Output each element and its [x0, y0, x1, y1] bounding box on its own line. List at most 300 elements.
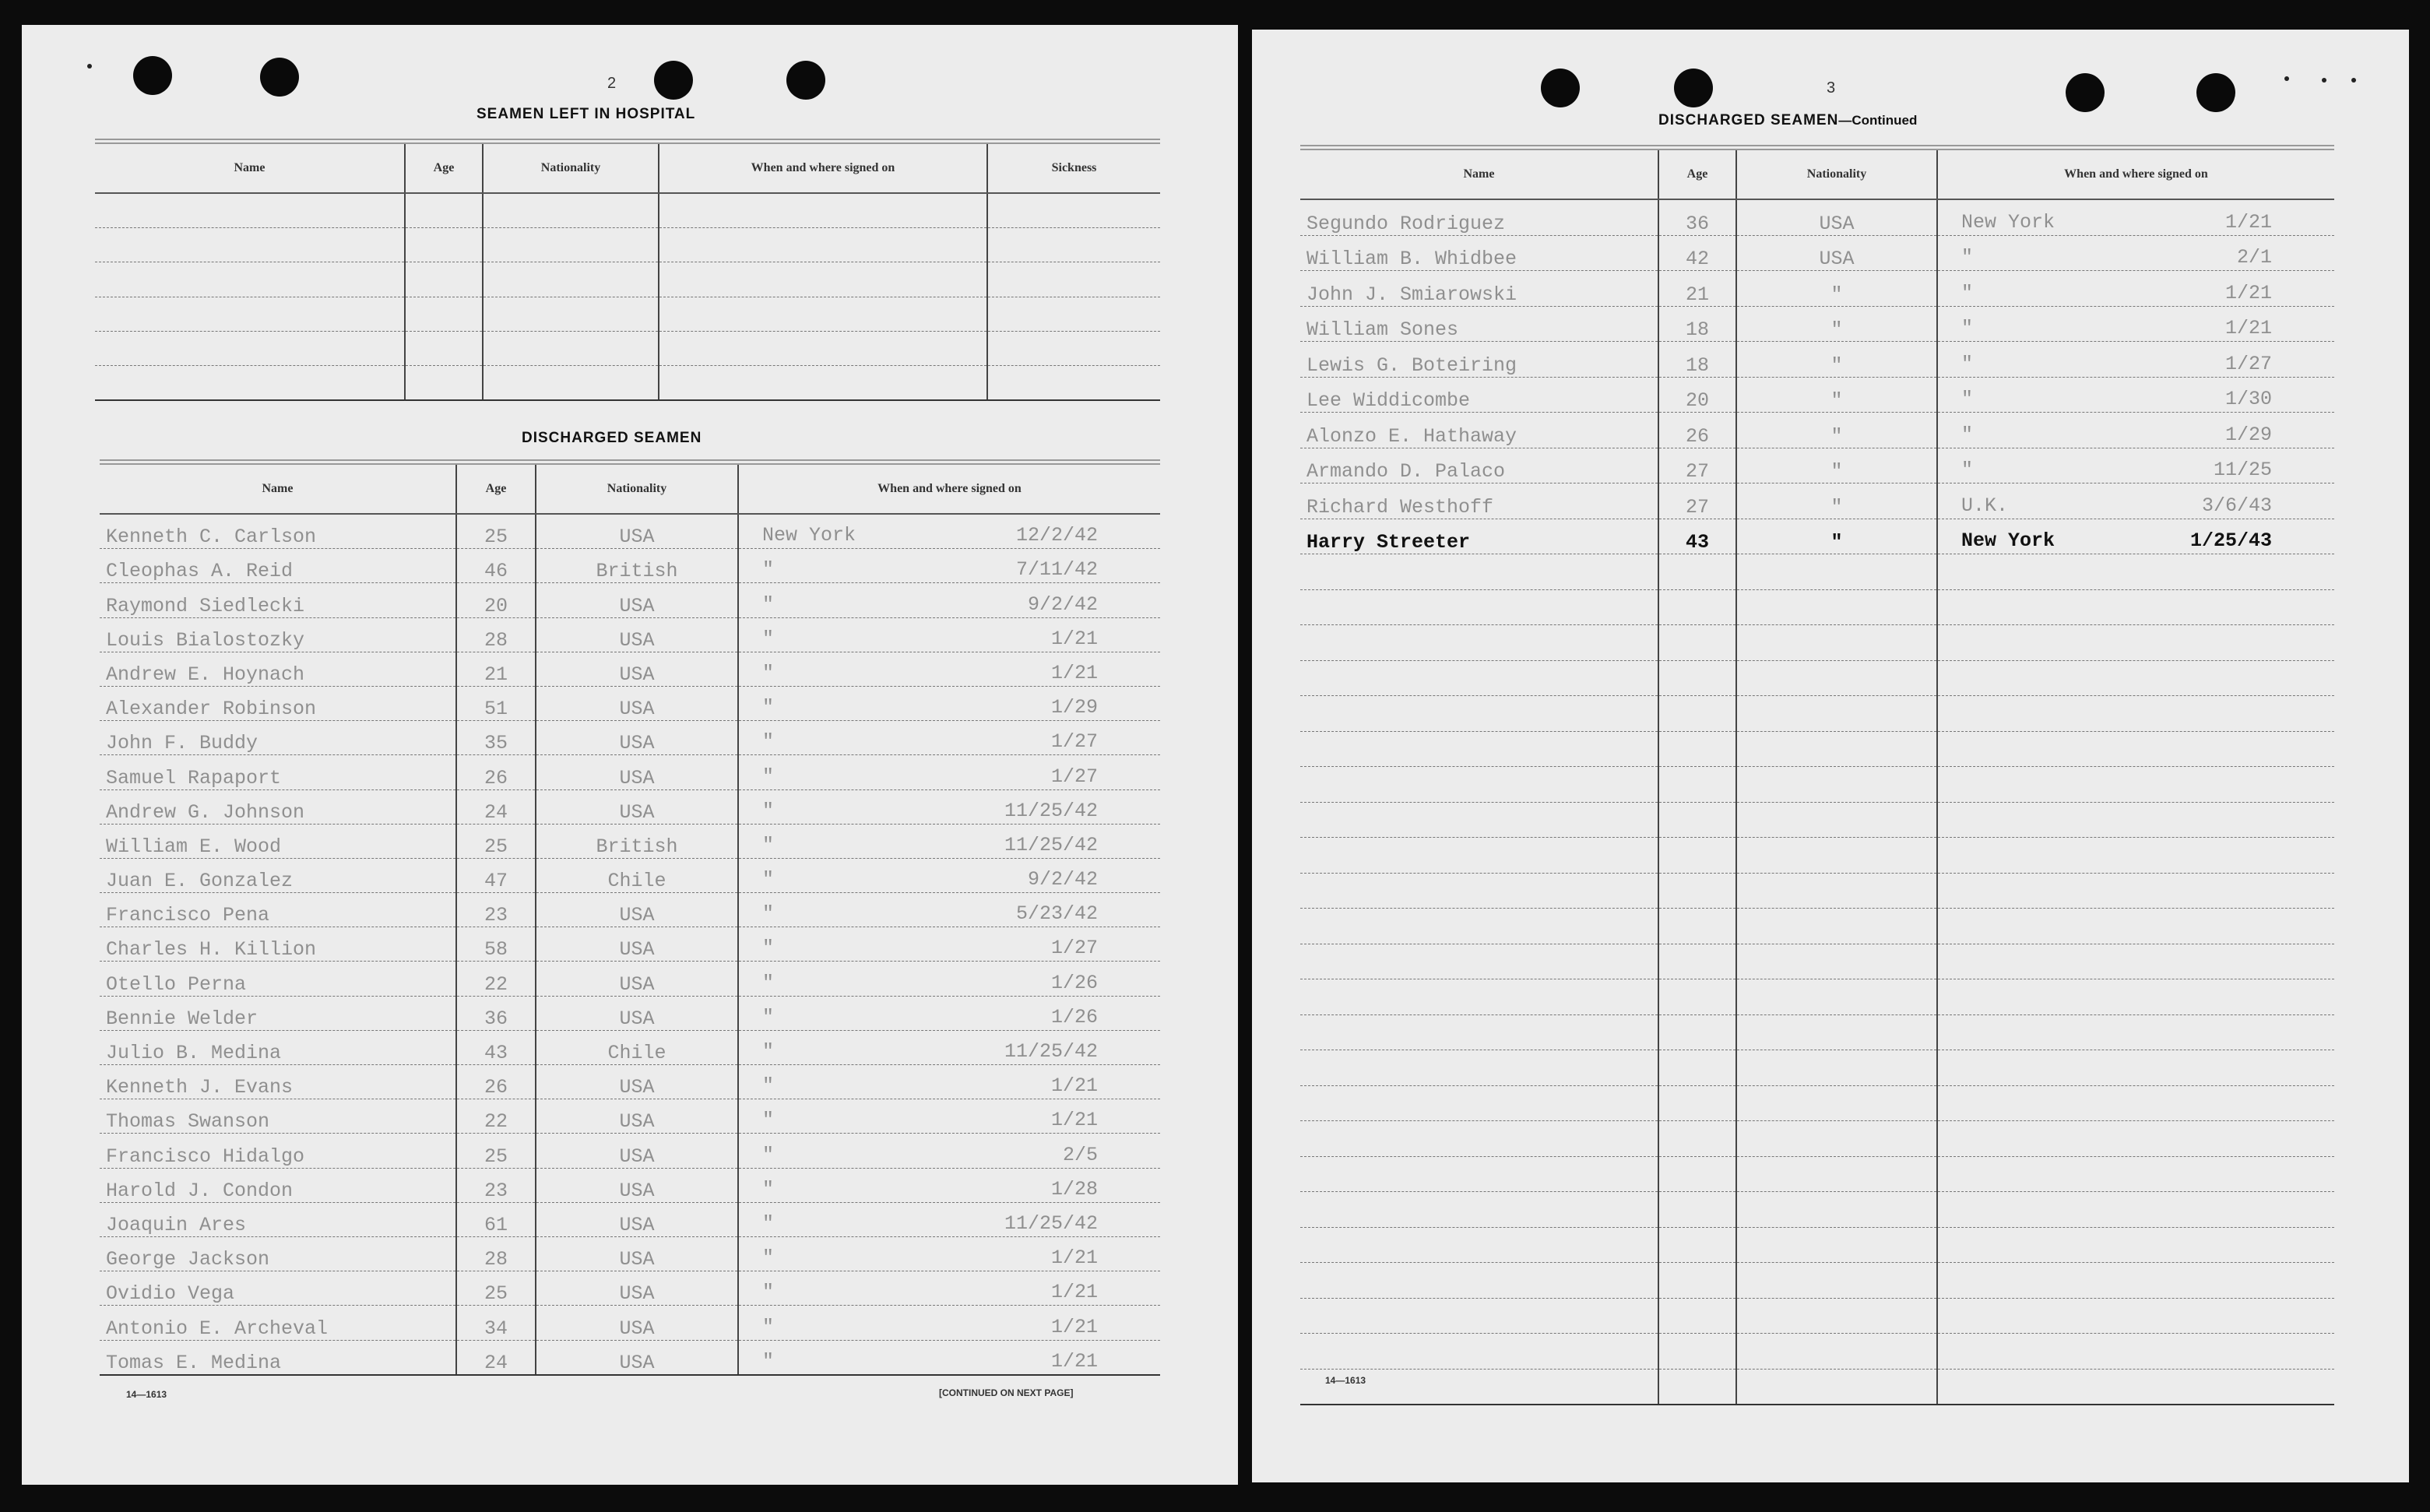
blank-cell [1736, 1263, 1937, 1299]
signed-on-cell [738, 824, 1160, 858]
seaman-age: 51 [456, 686, 536, 720]
blank-cell [1736, 696, 1937, 732]
signed-on-date: 1/21 [2224, 210, 2272, 234]
seaman-age: 25 [456, 514, 536, 549]
blank-cell [1658, 1298, 1736, 1334]
table-row [100, 1099, 1160, 1134]
seaman-age: 28 [456, 617, 536, 652]
blank-row [1300, 625, 2334, 661]
seaman-nationality: USA [536, 721, 738, 755]
signed-on-cell [738, 721, 1160, 755]
signed-on-place: New York [1961, 529, 2055, 552]
blank-cell [1736, 554, 1937, 590]
blank-cell [1300, 625, 1658, 661]
seaman-age: 20 [1658, 377, 1736, 413]
table-row [100, 514, 1160, 549]
seaman-age: 34 [456, 1306, 536, 1340]
blank-cell [1937, 1369, 2334, 1405]
seaman-nationality: USA [536, 789, 738, 824]
table-row [1300, 306, 2334, 342]
blank-cell [95, 262, 405, 297]
seaman-age: 22 [456, 962, 536, 996]
speck [2351, 78, 2356, 83]
blank-cell [1937, 696, 2334, 732]
blank-cell [95, 365, 405, 400]
blank-cell [1658, 1121, 1736, 1157]
signed-on-date: 1/26 [1050, 1005, 1098, 1029]
signed-on-cell [738, 1168, 1160, 1202]
header-age: Age [456, 462, 536, 515]
seaman-age: 26 [456, 755, 536, 789]
blank-row [1300, 1192, 2334, 1228]
blank-cell [1658, 554, 1736, 590]
header-sickness: Sickness [987, 142, 1160, 194]
speck [2284, 76, 2289, 81]
blank-cell [1736, 731, 1937, 767]
blank-cell [1937, 873, 2334, 909]
table-row [1300, 271, 2334, 307]
signed-on-date: 3/6/43 [2201, 494, 2272, 517]
signed-on-date: 1/26 [1050, 971, 1098, 994]
blank-cell [1658, 1192, 1736, 1228]
seaman-name: Cleophas A. Reid [100, 549, 456, 583]
seaman-nationality: USA [536, 755, 738, 789]
blank-cell [1300, 1050, 1658, 1086]
blank-cell [1736, 1192, 1937, 1228]
blank-cell [1736, 1050, 1937, 1086]
blank-cell [1658, 731, 1736, 767]
seaman-name: Samuel Rapaport [100, 755, 456, 789]
signed-on-place: New York [762, 524, 856, 547]
blank-row [95, 193, 1160, 228]
header-nationality: Nationality [1736, 148, 1937, 200]
seaman-age: 36 [1658, 199, 1736, 235]
seaman-nationality: Chile [536, 1030, 738, 1064]
signed-on-place: " [762, 1143, 775, 1166]
seaman-name: Segundo Rodriguez [1300, 199, 1658, 235]
blank-cell [1937, 838, 2334, 874]
table-row [100, 1168, 1160, 1202]
blank-cell [1937, 767, 2334, 803]
blank-cell [1736, 660, 1937, 696]
blank-row [1300, 589, 2334, 625]
signed-on-place: " [762, 558, 775, 582]
signed-on-date: 1/21 [1050, 1074, 1098, 1098]
seaman-nationality: British [536, 824, 738, 858]
blank-cell [1937, 1298, 2334, 1334]
seaman-name: Francisco Pena [100, 893, 456, 927]
signed-on-cell [738, 1065, 1160, 1099]
table-row [100, 962, 1160, 996]
header-signed-on: When and where signed on [1937, 148, 2334, 200]
signed-on-date: 11/25/42 [1004, 799, 1098, 822]
seaman-nationality: " [1736, 483, 1937, 519]
signed-on-cell [738, 789, 1160, 824]
blank-cell [1658, 838, 1736, 874]
seaman-age: 47 [456, 858, 536, 892]
signed-on-cell [1937, 377, 2334, 413]
seaman-nationality: USA [536, 1236, 738, 1271]
blank-cell [405, 297, 483, 331]
table-row [1300, 342, 2334, 378]
blank-cell [1300, 767, 1658, 803]
punch-hole [1541, 69, 1580, 107]
seaman-nationality: USA [536, 1065, 738, 1099]
speck [2322, 78, 2326, 83]
blank-row [1300, 802, 2334, 838]
blank-cell [1937, 1227, 2334, 1263]
blank-cell [1300, 1121, 1658, 1157]
signed-on-date: 1/21 [1050, 661, 1098, 684]
signed-on-cell [738, 858, 1160, 892]
punch-hole [133, 56, 172, 95]
form-number: 14—1613 [126, 1389, 167, 1400]
seaman-age: 46 [456, 549, 536, 583]
seaman-name: Francisco Hidalgo [100, 1134, 456, 1168]
seaman-nationality: USA [536, 617, 738, 652]
seaman-name: Raymond Siedlecki [100, 583, 456, 617]
blank-row [1300, 838, 2334, 874]
signed-on-place: " [762, 1315, 775, 1338]
signed-on-place: U.K. [1961, 494, 2009, 517]
blank-cell [1937, 1050, 2334, 1086]
seaman-nationality: USA [536, 962, 738, 996]
signed-on-date: 1/25/43 [2189, 529, 2272, 552]
signed-on-date: 12/2/42 [1015, 524, 1098, 547]
table-row [100, 549, 1160, 583]
seaman-age: 22 [456, 1099, 536, 1134]
header-nationality: Nationality [483, 142, 659, 194]
blank-cell [1658, 696, 1736, 732]
signed-on-cell [1937, 235, 2334, 271]
signed-on-place: New York [1961, 210, 2055, 234]
seaman-nationality: " [1736, 519, 1937, 554]
signed-on-place: " [762, 592, 775, 616]
blank-row [1300, 1050, 2334, 1086]
seaman-name: Andrew G. Johnson [100, 789, 456, 824]
seaman-age: 18 [1658, 342, 1736, 378]
signed-on-cell [1937, 342, 2334, 378]
blank-cell [1937, 554, 2334, 590]
seaman-nationality: USA [536, 927, 738, 962]
table-row [100, 927, 1160, 962]
blank-cell [987, 365, 1160, 400]
blank-cell [1937, 1156, 2334, 1192]
seaman-name: John F. Buddy [100, 721, 456, 755]
signed-on-cell [738, 1099, 1160, 1134]
table-row [1300, 199, 2334, 235]
blank-cell [1300, 554, 1658, 590]
seaman-age: 27 [1658, 448, 1736, 483]
blank-cell [95, 193, 405, 228]
blank-cell [405, 262, 483, 297]
signed-on-cell [1937, 483, 2334, 519]
seaman-age: 36 [456, 996, 536, 1030]
blank-cell [95, 228, 405, 262]
blank-cell [405, 193, 483, 228]
seaman-nationality: British [536, 549, 738, 583]
seaman-name: Alonzo E. Hathaway [1300, 413, 1658, 448]
seaman-age: 28 [456, 1236, 536, 1271]
seaman-nationality: USA [536, 1134, 738, 1168]
punch-hole [654, 61, 693, 100]
blank-row [95, 365, 1160, 400]
blank-row [1300, 554, 2334, 590]
table-row [100, 583, 1160, 617]
blank-cell [1937, 1192, 2334, 1228]
blank-cell [405, 331, 483, 365]
seaman-name: William Sones [1300, 306, 1658, 342]
signed-on-date: 1/21 [1050, 1247, 1098, 1270]
form-number: 14—1613 [1325, 1375, 1366, 1386]
blank-row [1300, 1121, 2334, 1157]
blank-cell [1658, 589, 1736, 625]
seaman-nationality: " [1736, 342, 1937, 378]
table-row [1300, 519, 2334, 554]
table-row [100, 1065, 1160, 1099]
blank-row [1300, 1014, 2334, 1050]
seaman-name: Kenneth C. Carlson [100, 514, 456, 549]
seaman-age: 26 [456, 1065, 536, 1099]
seaman-name: Bennie Welder [100, 996, 456, 1030]
discharged-section-title: DISCHARGED SEAMEN [522, 430, 702, 446]
table-row [100, 686, 1160, 720]
signed-on-cell [738, 617, 1160, 652]
signed-on-date: 1/29 [1050, 696, 1098, 719]
signed-on-date: 1/21 [1050, 627, 1098, 650]
blank-cell [659, 365, 987, 400]
blank-cell [1736, 1156, 1937, 1192]
signed-on-cell [738, 1202, 1160, 1236]
signed-on-date: 1/21 [1050, 1109, 1098, 1132]
signed-on-place: " [1961, 246, 1974, 269]
seaman-nationality: USA [536, 1168, 738, 1202]
seaman-age: 21 [1658, 271, 1736, 307]
blank-cell [1736, 589, 1937, 625]
blank-cell [1937, 589, 2334, 625]
signed-on-date: 1/29 [2224, 423, 2272, 446]
signed-on-place: " [762, 1074, 775, 1098]
signed-on-date: 1/27 [1050, 765, 1098, 788]
punch-hole [786, 61, 825, 100]
blank-row [95, 331, 1160, 365]
table-row [100, 1202, 1160, 1236]
hospital-section-title: SEAMEN LEFT IN HOSPITAL [477, 106, 696, 122]
blank-cell [659, 331, 987, 365]
header-signed-on: When and where signed on [738, 462, 1160, 515]
seaman-nationality: USA [536, 514, 738, 549]
signed-on-date: 2/5 [1062, 1143, 1098, 1166]
signed-on-place: " [762, 1040, 775, 1063]
signed-on-place: " [762, 765, 775, 788]
blank-cell [483, 193, 659, 228]
signed-on-cell [738, 583, 1160, 617]
blank-cell [1736, 838, 1937, 874]
blank-cell [987, 228, 1160, 262]
signed-on-date: 1/27 [1050, 937, 1098, 960]
blank-row [95, 297, 1160, 331]
seaman-age: 24 [456, 1340, 536, 1375]
blank-cell [1658, 1369, 1736, 1405]
signed-on-date: 1/21 [1050, 1349, 1098, 1373]
blank-cell [659, 193, 987, 228]
signed-on-cell [738, 927, 1160, 962]
discharged-table [100, 459, 1160, 1376]
blank-cell [1736, 979, 1937, 1015]
blank-cell [1736, 1085, 1937, 1121]
blank-cell [1300, 589, 1658, 625]
blank-cell [1658, 1050, 1736, 1086]
blank-row [1300, 1298, 2334, 1334]
seaman-nationality: USA [1736, 235, 1937, 271]
signed-on-date: 1/28 [1050, 1177, 1098, 1201]
seaman-age: 25 [456, 824, 536, 858]
blank-cell [1300, 1369, 1658, 1405]
seaman-nationality: USA [536, 686, 738, 720]
signed-on-cell [738, 1271, 1160, 1306]
table-row [100, 617, 1160, 652]
seaman-name: Juan E. Gonzalez [100, 858, 456, 892]
punch-hole [260, 58, 299, 97]
signed-on-cell [738, 755, 1160, 789]
blank-cell [483, 262, 659, 297]
blank-cell [1736, 1369, 1937, 1405]
seaman-age: 25 [456, 1271, 536, 1306]
seaman-name: William E. Wood [100, 824, 456, 858]
blank-cell [987, 193, 1160, 228]
discharged-continued-table [1300, 145, 2334, 1405]
blank-cell [483, 331, 659, 365]
seaman-name: Louis Bialostozky [100, 617, 456, 652]
blank-cell [659, 262, 987, 297]
blank-cell [1736, 1298, 1937, 1334]
blank-cell [483, 297, 659, 331]
blank-cell [987, 331, 1160, 365]
seaman-name: Lewis G. Boteiring [1300, 342, 1658, 378]
header-signed-on: When and where signed on [659, 142, 987, 194]
blank-cell [987, 262, 1160, 297]
blank-cell [1736, 1334, 1937, 1370]
seaman-nationality: USA [536, 893, 738, 927]
signed-on-cell [738, 514, 1160, 549]
signed-on-cell [738, 686, 1160, 720]
blank-row [1300, 1369, 2334, 1405]
header-name: Name [1300, 148, 1658, 200]
blank-cell [1300, 1334, 1658, 1370]
seaman-age: 23 [456, 893, 536, 927]
signed-on-cell [1937, 413, 2334, 448]
signed-on-place: " [1961, 459, 1974, 481]
table-row [1300, 413, 2334, 448]
signed-on-cell [738, 549, 1160, 583]
blank-cell [1937, 979, 2334, 1015]
blank-cell [405, 365, 483, 400]
signed-on-date: 1/21 [1050, 1315, 1098, 1338]
seaman-age: 23 [456, 1168, 536, 1202]
seaman-nationality: USA [536, 652, 738, 686]
signed-on-date: 1/30 [2224, 388, 2272, 410]
signed-on-cell [738, 652, 1160, 686]
blank-cell [1937, 944, 2334, 979]
blank-cell [1658, 1014, 1736, 1050]
speck [87, 64, 92, 69]
table-row [1300, 377, 2334, 413]
blank-cell [1300, 1298, 1658, 1334]
seaman-nationality: USA [536, 996, 738, 1030]
blank-cell [1736, 909, 1937, 944]
seaman-nationality: " [1736, 448, 1937, 483]
signed-on-place: " [762, 833, 775, 856]
blank-row [1300, 873, 2334, 909]
seaman-age: 61 [456, 1202, 536, 1236]
blank-cell [1300, 1014, 1658, 1050]
seaman-name: Kenneth J. Evans [100, 1065, 456, 1099]
title-suffix: —Continued [1838, 113, 1918, 128]
blank-cell [1658, 767, 1736, 803]
blank-row [1300, 696, 2334, 732]
seaman-name: Lee Widdicombe [1300, 377, 1658, 413]
blank-cell [1937, 802, 2334, 838]
punch-hole [1674, 69, 1713, 107]
seaman-name: Tomas E. Medina [100, 1340, 456, 1375]
right-page [1252, 30, 2409, 1482]
signed-on-cell [738, 962, 1160, 996]
signed-on-place: " [762, 937, 775, 960]
blank-cell [1658, 625, 1736, 661]
signed-on-date: 1/27 [2224, 352, 2272, 375]
signed-on-date: 9/2/42 [1027, 868, 1098, 891]
blank-cell [1736, 1014, 1937, 1050]
signed-on-cell [738, 1134, 1160, 1168]
blank-row [1300, 660, 2334, 696]
signed-on-cell [738, 1340, 1160, 1375]
blank-cell [1658, 1085, 1736, 1121]
blank-cell [1937, 1014, 2334, 1050]
seaman-age: 24 [456, 789, 536, 824]
blank-cell [1300, 838, 1658, 874]
blank-cell [1300, 1085, 1658, 1121]
signed-on-place: " [762, 971, 775, 994]
table-row [1300, 448, 2334, 483]
seaman-age: 25 [456, 1134, 536, 1168]
blank-cell [659, 228, 987, 262]
seaman-nationality: USA [536, 1271, 738, 1306]
page-number: 3 [1827, 79, 1836, 97]
header-name: Name [95, 142, 405, 194]
seaman-age: 21 [456, 652, 536, 686]
seaman-nationality: " [1736, 377, 1937, 413]
signed-on-place: " [762, 1177, 775, 1201]
blank-cell [1658, 873, 1736, 909]
seaman-nationality: USA [536, 1306, 738, 1340]
signed-on-date: 11/25 [2213, 459, 2272, 481]
blank-cell [1300, 909, 1658, 944]
table-row [100, 652, 1160, 686]
blank-cell [1937, 625, 2334, 661]
blank-row [95, 262, 1160, 297]
signed-on-cell [738, 1306, 1160, 1340]
blank-row [1300, 1227, 2334, 1263]
seaman-name: Armando D. Palaco [1300, 448, 1658, 483]
signed-on-cell [738, 996, 1160, 1030]
table-row [100, 1340, 1160, 1375]
signed-on-place: " [762, 730, 775, 754]
blank-cell [1937, 1263, 2334, 1299]
signed-on-place: " [762, 627, 775, 650]
continued-note: [CONTINUED ON NEXT PAGE] [939, 1387, 1074, 1398]
signed-on-place: " [762, 1211, 775, 1235]
signed-on-date: 7/11/42 [1015, 558, 1098, 582]
